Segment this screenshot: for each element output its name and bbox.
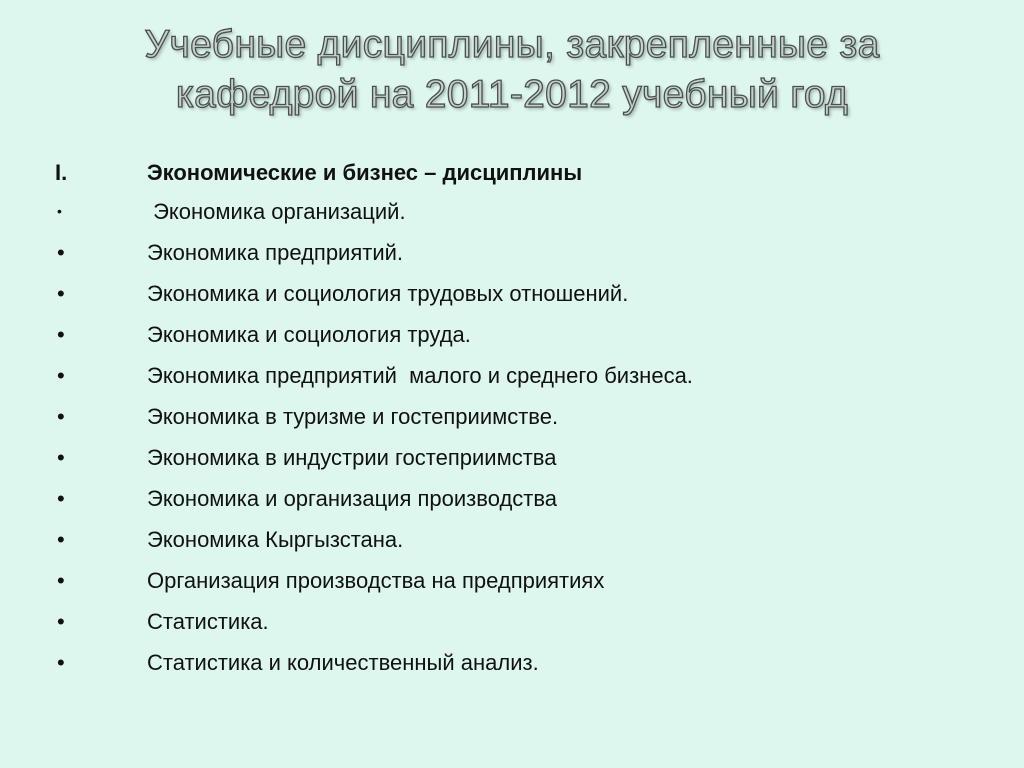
- discipline-list: [55, 191, 995, 683]
- list-item: [55, 355, 995, 396]
- bullet-icon: •: [57, 609, 65, 634]
- list-item-text: Экономика в индустрии гостеприимства: [147, 445, 557, 470]
- bullet-icon: •: [57, 527, 65, 552]
- list-item-text: Экономика и социология труда.: [147, 322, 471, 347]
- list-item: [55, 314, 995, 355]
- bullet-icon: •: [57, 650, 65, 675]
- list-item-text: Экономика организаций.: [147, 199, 406, 224]
- list-item-text: Экономика и организация производства: [147, 486, 558, 511]
- slide-title: [0, 20, 1024, 120]
- list-item: [55, 437, 995, 478]
- list-item-text: Статистика.: [147, 609, 269, 634]
- list-item: [55, 191, 995, 232]
- bullet-icon: •: [57, 486, 65, 511]
- slide-title-line-2: кафедрой на 2011-2012 учебный год: [175, 73, 849, 116]
- list-item-text: Организация производства на предприятиях: [147, 568, 605, 593]
- list-item: [55, 519, 995, 560]
- bullet-icon: •: [57, 363, 65, 388]
- list-item: [55, 478, 995, 519]
- bullet-icon: •: [57, 404, 65, 429]
- section-heading: Экономические и бизнес – дисциплины: [147, 160, 583, 185]
- bullet-icon: •: [57, 568, 65, 593]
- bullet-icon: •: [57, 445, 65, 470]
- bullet-icon: •: [57, 240, 65, 265]
- bullet-icon: •: [57, 322, 65, 347]
- list-item: [55, 601, 995, 642]
- list-item-text: Экономика и социология трудовых отношений.: [147, 281, 629, 306]
- list-item: [55, 232, 995, 273]
- list-item-text: Статистика и количественный анализ.: [147, 650, 539, 675]
- slide-title-line-1: Учебные дисциплины, закрепленные за: [144, 23, 880, 66]
- section-number: I.: [55, 160, 68, 185]
- section-header: [55, 160, 955, 190]
- list-item: [55, 273, 995, 314]
- bullet-icon: •: [57, 203, 62, 219]
- list-item: [55, 396, 995, 437]
- list-item-text: Экономика в туризме и гостеприимстве.: [147, 404, 559, 429]
- list-item-text: Экономика Кыргызстана.: [147, 527, 404, 552]
- list-item: [55, 560, 995, 601]
- list-item-text: Экономика предприятий.: [147, 240, 404, 265]
- list-item-text: Экономика предприятий малого и среднего бизнеса.: [147, 363, 693, 388]
- bullet-icon: •: [57, 281, 65, 306]
- list-item: [55, 642, 995, 683]
